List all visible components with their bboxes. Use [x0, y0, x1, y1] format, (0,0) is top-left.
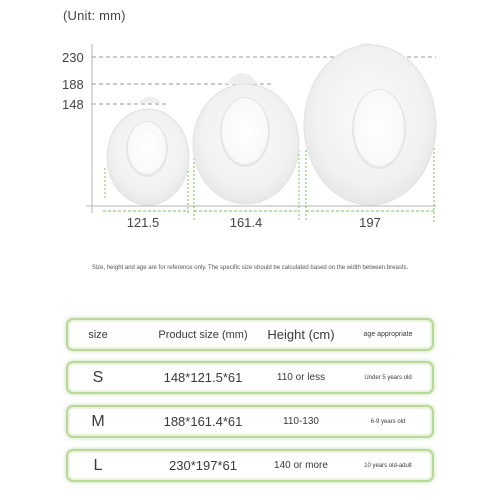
width-label-m: 161.4: [229, 215, 263, 230]
height-label-s: 148: [62, 97, 84, 112]
row-height: 110 or less: [276, 372, 326, 383]
row-height: 140 or more: [274, 460, 328, 471]
row-product-size: 188*161.4*61: [163, 414, 243, 429]
width-label-l: 197: [359, 215, 381, 230]
row-product-size: 148*121.5*61: [163, 370, 243, 385]
dimension-drawing: [0, 0, 500, 240]
table-row-m: [66, 405, 434, 438]
table-row-s: [66, 361, 434, 394]
table-header-row: [66, 318, 434, 351]
row-height: 110-130: [283, 416, 319, 427]
unit-label: (Unit: mm): [63, 8, 126, 23]
header-product-size: Product size (mm): [158, 328, 248, 341]
ring-medium: [193, 73, 299, 204]
row-size: L: [93, 456, 103, 474]
header-height: Height (cm): [267, 327, 335, 342]
row-size: M: [91, 412, 105, 430]
row-product-size: 230*197*61: [169, 458, 237, 473]
height-label-m: 188: [62, 77, 84, 92]
row-age: 6-9 years old: [370, 418, 406, 425]
header-size: size: [88, 328, 108, 341]
width-label-s: 121.5: [126, 215, 160, 230]
row-age: Under 5 years old: [364, 374, 412, 381]
height-label-l: 230: [62, 50, 84, 65]
table-row-l: [66, 449, 434, 482]
row-age: 10 years old-adult: [364, 462, 412, 469]
ring-small: [107, 97, 189, 206]
header-age: age appropriate: [363, 331, 413, 338]
reference-note: Size, height and age are for reference only. The specific size should be calculated based on the width between breasts.: [91, 265, 409, 271]
row-size: S: [92, 368, 104, 386]
ring-large: [304, 43, 436, 205]
